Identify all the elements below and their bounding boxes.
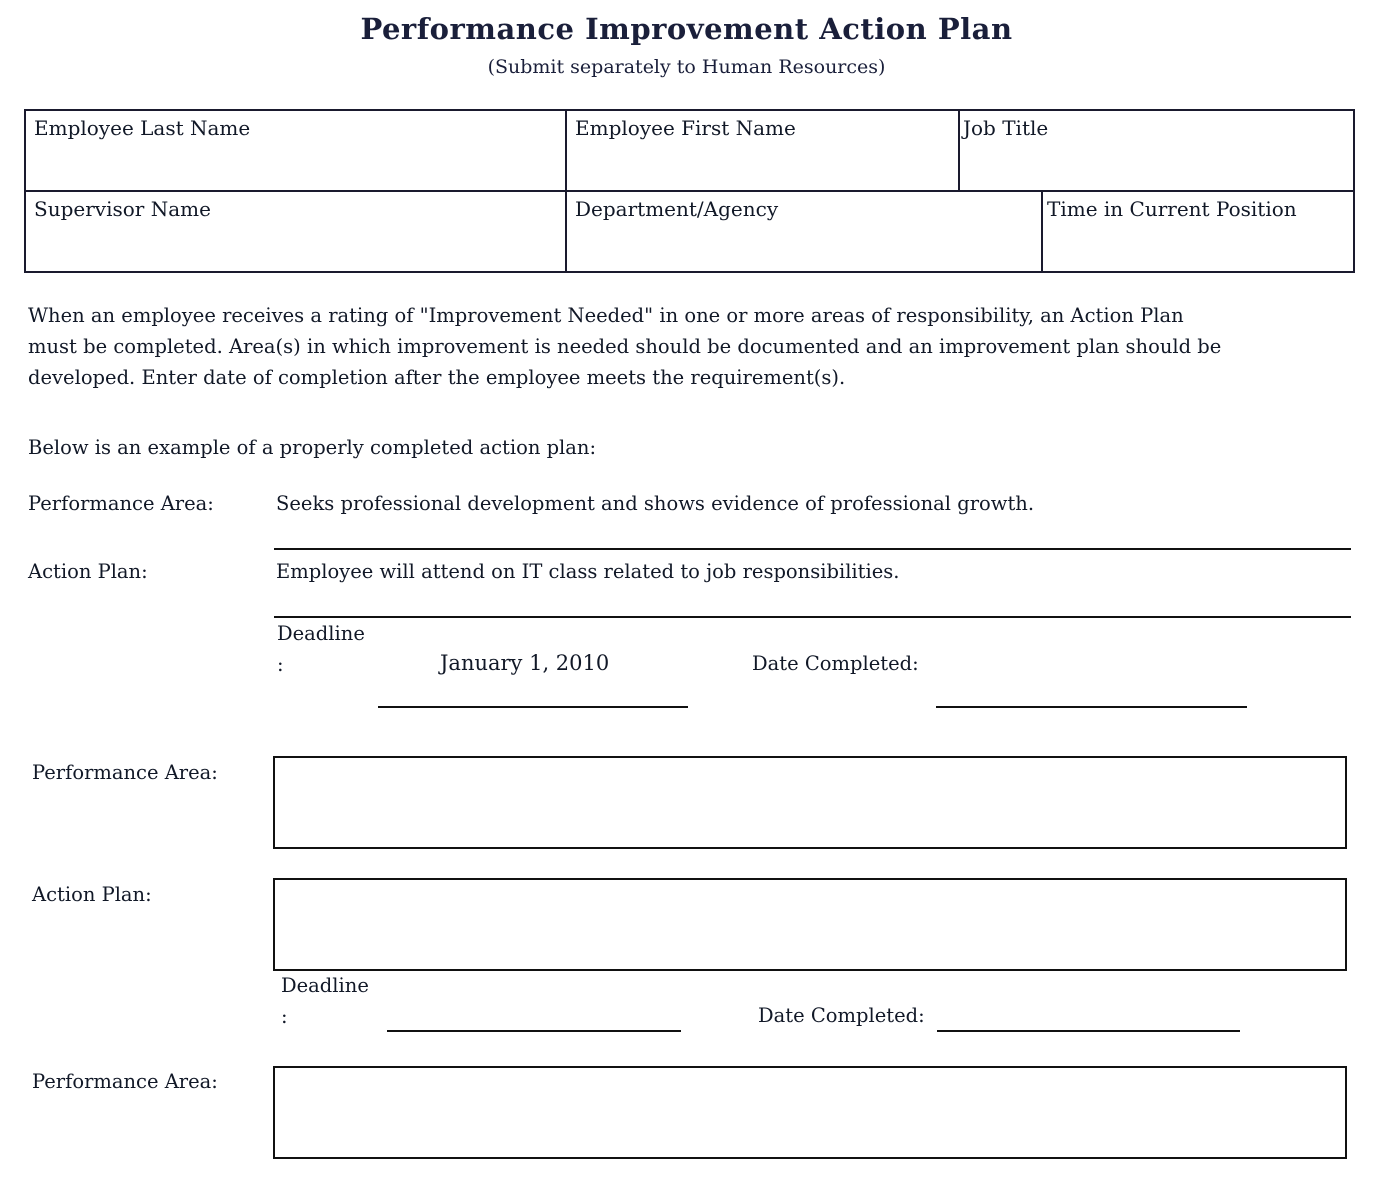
performance-area-input-2[interactable] xyxy=(273,1066,1347,1159)
example-deadline-value: January 1, 2010 xyxy=(440,651,610,675)
employee-last-name-label: Employee Last Name xyxy=(34,116,251,140)
example-performance-area-label: Performance Area: xyxy=(28,492,214,515)
example-action-plan-value: Employee will attend on IT class related to job responsibilities. xyxy=(276,560,900,583)
example-action-plan-label: Action Plan: xyxy=(28,560,148,583)
department-agency-field[interactable] xyxy=(566,191,1042,272)
date-completed-input-line[interactable] xyxy=(937,1030,1240,1032)
performance-area-label-2: Performance Area: xyxy=(32,1070,218,1093)
page-subtitle: (Submit separately to Human Resources) xyxy=(487,56,886,78)
supervisor-name-label: Supervisor Name xyxy=(34,197,211,221)
job-title-field[interactable] xyxy=(959,110,1354,191)
employee-info-table xyxy=(24,109,1355,273)
example-deadline-underline xyxy=(378,706,688,708)
example-performance-area-underline xyxy=(274,548,1351,550)
page-title: Performance Improvement Action Plan xyxy=(360,12,1013,46)
deadline-colon: : xyxy=(281,1005,288,1028)
example-date-completed-underline xyxy=(936,706,1247,708)
instructions-line: When an employee receives a rating of "Improvement Needed" in one or more areas of responsibility, an Action Plan xyxy=(28,304,1184,327)
example-performance-area-value: Seeks professional development and shows evidence of professional growth. xyxy=(276,492,1035,515)
performance-area-input[interactable] xyxy=(273,756,1347,849)
example-action-plan-underline xyxy=(274,616,1351,618)
deadline-input-line[interactable] xyxy=(387,1030,681,1032)
action-plan-input[interactable] xyxy=(273,878,1347,971)
instructions-line: developed. Enter date of completion after the employee meets the requirement(s). xyxy=(28,366,846,389)
deadline-label: Deadline xyxy=(281,974,369,997)
job-title-label: Job Title xyxy=(963,116,1049,140)
example-intro: Below is an example of a properly completed action plan: xyxy=(28,436,597,459)
action-plan-label: Action Plan: xyxy=(32,883,152,906)
date-completed-label: Date Completed: xyxy=(758,1004,925,1027)
instructions-line: must be completed. Area(s) in which improvement is needed should be documented and an improvement plan should be xyxy=(28,335,1222,358)
supervisor-name-field[interactable] xyxy=(25,191,566,272)
example-date-completed-label: Date Completed: xyxy=(752,652,919,675)
example-deadline-label: Deadline xyxy=(277,622,365,645)
department-agency-label: Department/Agency xyxy=(575,197,779,221)
employee-last-name-field[interactable] xyxy=(25,110,566,191)
performance-area-label: Performance Area: xyxy=(32,761,218,784)
time-in-position-label: Time in Current Position xyxy=(1047,197,1297,221)
time-in-position-field[interactable] xyxy=(1042,191,1354,272)
employee-first-name-label: Employee First Name xyxy=(575,116,796,140)
employee-first-name-field[interactable] xyxy=(566,110,959,191)
example-deadline-colon: : xyxy=(277,653,284,676)
instructions-paragraph xyxy=(28,300,1348,393)
